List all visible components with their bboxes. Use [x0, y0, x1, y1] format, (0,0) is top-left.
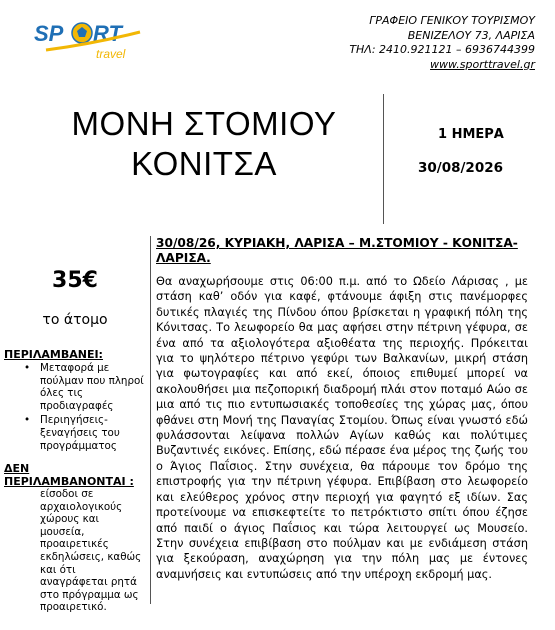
trip-title-line2: ΚΟΝΙΤΣΑ	[131, 145, 277, 182]
trip-duration: 1 ΗΜΕΡΑ	[438, 127, 504, 142]
price: 35€	[52, 268, 98, 293]
logo-tagline: travel	[96, 47, 126, 61]
agency-info	[275, 14, 535, 72]
agency-address: ΒΕΝΙΖΕΛΟΥ 73, ΛΑΡΙΣΑ	[407, 28, 535, 42]
price-unit: το άτομο	[42, 312, 108, 328]
bullet-icon: •	[24, 362, 31, 374]
not-included-text: είσοδοι σε αρχαιολογικούς χώρους και μουσεία, προαιρετικές εκδηλώσεις, καθώς και ότι αναγράφεται ρητά στο πρόγραμμα ως προαιρετικό.	[40, 488, 142, 614]
bullet-icon: •	[24, 414, 31, 427]
included-item-text: Περιηγήσεις-ξεναγήσεις του προγράμματος	[40, 414, 120, 452]
trip-title-line1: ΜΟΝΗ ΣΤΟΜΙΟΥ	[71, 105, 337, 142]
column-divider	[150, 236, 151, 604]
logo-wordmark-right: RT	[93, 21, 122, 46]
included-heading: ΠΕΡΙΛΑΜΒΑΝΕΙ:	[4, 348, 103, 361]
company-logo	[32, 14, 150, 68]
agency-website-link[interactable]: www.sporttravel.gr	[430, 57, 535, 71]
trip-title	[44, 104, 364, 184]
agency-phone: ΤΗΛ: 2410.921121 – 6936744399	[349, 43, 535, 56]
agency-name: ΓΡΑΦΕΙΟ ΓΕΝΙΚΟΥ ΤΟΥΡΙΣΜΟΥ	[369, 14, 535, 27]
included-list	[24, 362, 144, 454]
itinerary-description: Θα αναχωρήσουμε στις 06:00 π.μ. από το Ωδείο Λάρισας , με στάση καθ’ οδόν για καφέ, φτάνουμε άφιξη στις πανέμορφες δυτικές πλαγιές της Πίνδου όπου βρίσκεται η γραφική πόλη της Κόνιτσας. Το λεωφορείο θα μας αφήσει στην πέτρινη γέφυρα, σε ένα από τα αξιολογότερα αξιοθέατα της περιοχής. Πρόκειται για το ψηλότερο πέτρινο γεφύρι των Βαλκανίων, μικρή στάση για φωτογραφίες και από εκεί, όποιος επιθυμεί μπορεί να ακολουθήσει μια πεζοπορική διαδρομή πλάι στον ποταμό Αώο σε μια από τις πιο εντυπωσιακές τοποθεσίες της χώρας μας, όπου φθάνει στη Μονή της Παναγίας Στομίου. Όπως είναι γνωστό εδώ φυλάσσονται λείψανα πολλών Αγίων καθώς και πολύτιμες Βυζαντινές εικόνες. Επίσης, εδώ πέρασε ένα μέρος της ζωής του ο Άγιος Παΐσιος. Στην συνέχεια, θα πάρουμε τον δρόμο της επιστροφής για την πέτρινη γέφυρα. Επιβίβαση στο λεωφορείο και ελεύθερος χρόνος στην περιοχή για φαγητό εξ ιδίων. Σας προτείνουμε να επισκεφτείτε το πετρόκτιστο σπίτι όπου έζησε από παιδί ο άγιος Παΐσιος και τώρα λειτουργεί ως Μουσείο. Στην συνέχεια επιβίβαση στο πούλμαν και με ενδιάμεση στάση για ξεκούραση, αναχώρηση για την πόλη μας με έντονες αναμνήσεις και εντυπώσεις από την υπέροχη εκδρομή μας.	[156, 275, 528, 581]
title-divider	[383, 94, 384, 224]
logo-wordmark-left: SP	[34, 21, 64, 46]
sport-travel-logo	[32, 14, 150, 68]
list-item	[24, 414, 144, 452]
day-heading: 30/08/26, ΚΥΡΙΑΚΗ, ΛΑΡΙΣΑ – Μ.ΣΤΟΜΙΟΥ - ΚΟΝΙΤΣΑ-ΛΑΡΙΣΑ.	[156, 236, 518, 265]
included-item-text: Μεταφορά με πούλμαν που πληροί όλες τις προδιαγραφές	[40, 362, 144, 412]
football-icon	[72, 23, 92, 43]
trip-date: 30/08/2026	[418, 160, 504, 176]
not-included-heading: ΔΕΝ ΠΕΡΙΛΑΜΒΑΝΟΝΤΑΙ :	[4, 462, 134, 488]
list-item	[24, 362, 144, 412]
